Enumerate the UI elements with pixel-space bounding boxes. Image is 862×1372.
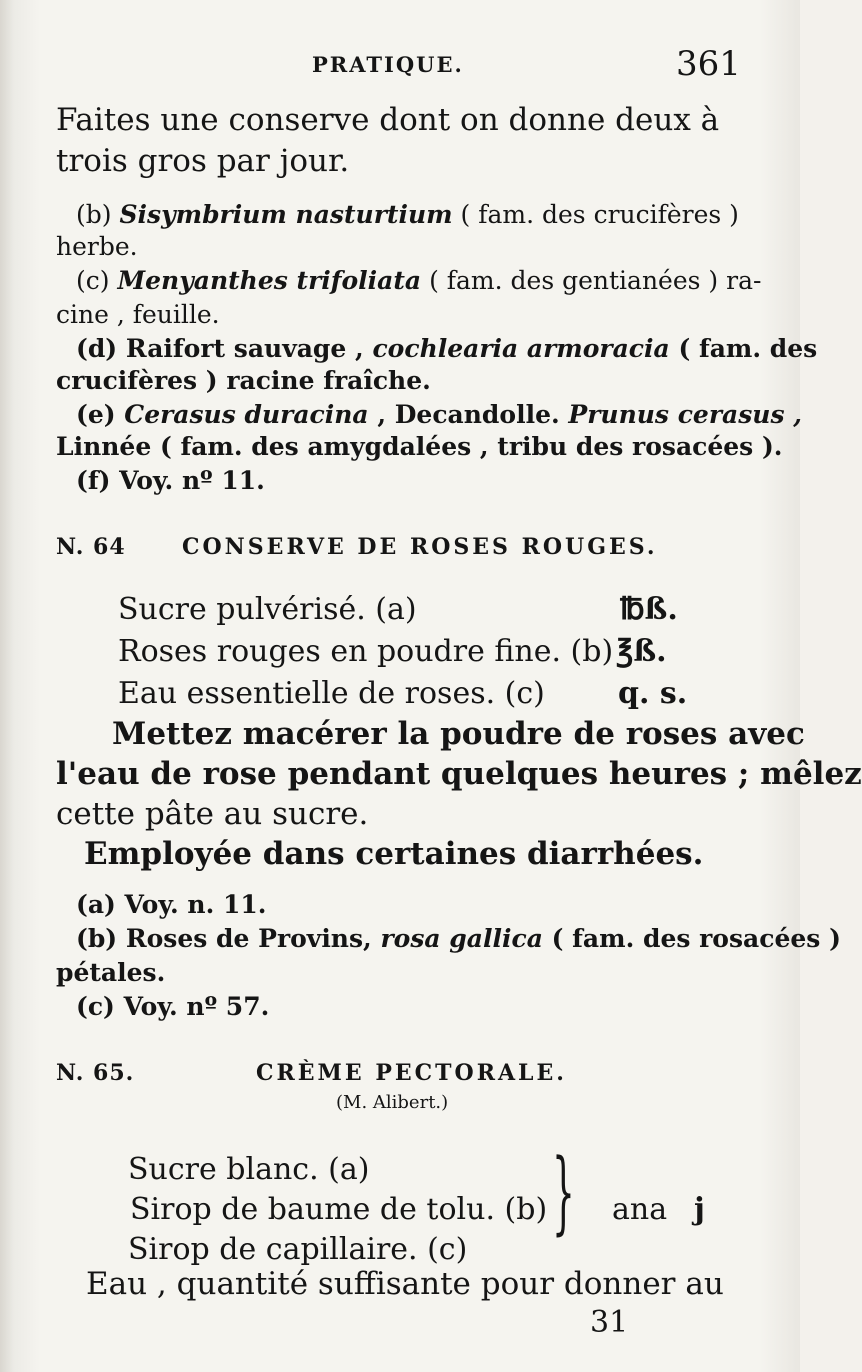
text-line: cette pâte au sucre. bbox=[56, 796, 369, 832]
text-line: Eau , quantité suffisante pour donner au bbox=[86, 1266, 724, 1302]
text-line: Employée dans certaines diarrhées. bbox=[84, 836, 704, 872]
ingredient-name: Sirop de baume de tolu. (b) bbox=[130, 1192, 548, 1227]
note-line: herbe. bbox=[56, 232, 138, 261]
entry-number: N. 64 bbox=[56, 534, 126, 560]
brace-icon: } bbox=[552, 1140, 575, 1245]
entry-number: N. 65. bbox=[56, 1060, 135, 1086]
text-line: trois gros par jour. bbox=[56, 143, 350, 179]
note-text: Raifort sauvage , bbox=[125, 334, 364, 363]
text-line: Faites une conserve dont on donne deux à bbox=[56, 102, 720, 138]
note-text: ( fam. des gentianées ) ra- bbox=[429, 266, 762, 295]
note-text: , Decandolle. bbox=[377, 400, 560, 429]
footnote-b bbox=[76, 924, 841, 953]
ingredient-quantity: ℔ß. bbox=[620, 592, 678, 627]
ana-label: ana bbox=[612, 1192, 668, 1227]
footnote-a: (a) Voy. n. 11. bbox=[76, 890, 267, 919]
ingredient-name: Roses rouges en poudre fine. (b) bbox=[118, 634, 614, 669]
note-mark: (e) bbox=[76, 400, 116, 429]
footnote-f: (f) Voy. nº 11. bbox=[76, 466, 265, 495]
footnote-d bbox=[76, 334, 817, 363]
latin-name: Prunus cerasus , bbox=[568, 400, 802, 429]
note-line: Linnée ( fam. des amygdalées , tribu des rosacées ). bbox=[56, 432, 783, 461]
note-mark: (b) bbox=[76, 200, 112, 229]
footnote-e bbox=[76, 400, 802, 429]
ingredient-name: Eau essentielle de roses. (c) bbox=[118, 676, 545, 711]
text-line: Mettez macérer la poudre de roses avec bbox=[112, 716, 805, 752]
note-line: cine , feuille. bbox=[56, 300, 220, 329]
ana-quantity: j bbox=[694, 1192, 705, 1227]
entry-title: CONSERVE DE ROSES ROUGES. bbox=[182, 534, 658, 560]
note-text: ( fam. des bbox=[678, 334, 818, 363]
entry-title: CRÈME PECTORALE. bbox=[256, 1060, 567, 1086]
footnote-c: (c) Voy. nº 57. bbox=[76, 992, 270, 1021]
page-number: 361 bbox=[676, 44, 741, 84]
footnote-b bbox=[76, 200, 739, 229]
note-text: (b) Roses de Provins, bbox=[76, 924, 372, 953]
signature-mark: 31 bbox=[590, 1305, 629, 1340]
note-text: ( fam. des rosacées ) bbox=[551, 924, 841, 953]
ingredient-name: Sucre pulvérisé. (a) bbox=[118, 592, 417, 627]
note-mark: (d) bbox=[76, 334, 118, 363]
ingredient-name: Sirop de capillaire. (c) bbox=[128, 1232, 468, 1267]
entry-author: (M. Alibert.) bbox=[336, 1092, 449, 1113]
latin-name: cochlearia armoracia bbox=[372, 334, 670, 363]
ingredient-quantity: q. s. bbox=[618, 676, 688, 711]
footnote-c bbox=[76, 266, 761, 295]
running-head: PRATIQUE. bbox=[312, 52, 464, 77]
note-line: pétales. bbox=[56, 958, 166, 987]
text-line: l'eau de rose pendant quelques heures ; mêlez bbox=[56, 756, 862, 792]
latin-name: Sisymbrium nasturtium bbox=[119, 200, 453, 229]
note-text: ( fam. des crucifères ) bbox=[460, 200, 739, 229]
note-line: crucifères ) racine fraîche. bbox=[56, 366, 431, 395]
latin-name: rosa gallica bbox=[380, 924, 543, 953]
note-mark: (c) bbox=[76, 266, 110, 295]
latin-name: Cerasus duracina bbox=[124, 400, 369, 429]
latin-name: Menyanthes trifoliata bbox=[117, 266, 422, 295]
ingredient-name: Sucre blanc. (a) bbox=[128, 1152, 370, 1187]
ingredient-quantity: ℥ß. bbox=[616, 634, 667, 669]
